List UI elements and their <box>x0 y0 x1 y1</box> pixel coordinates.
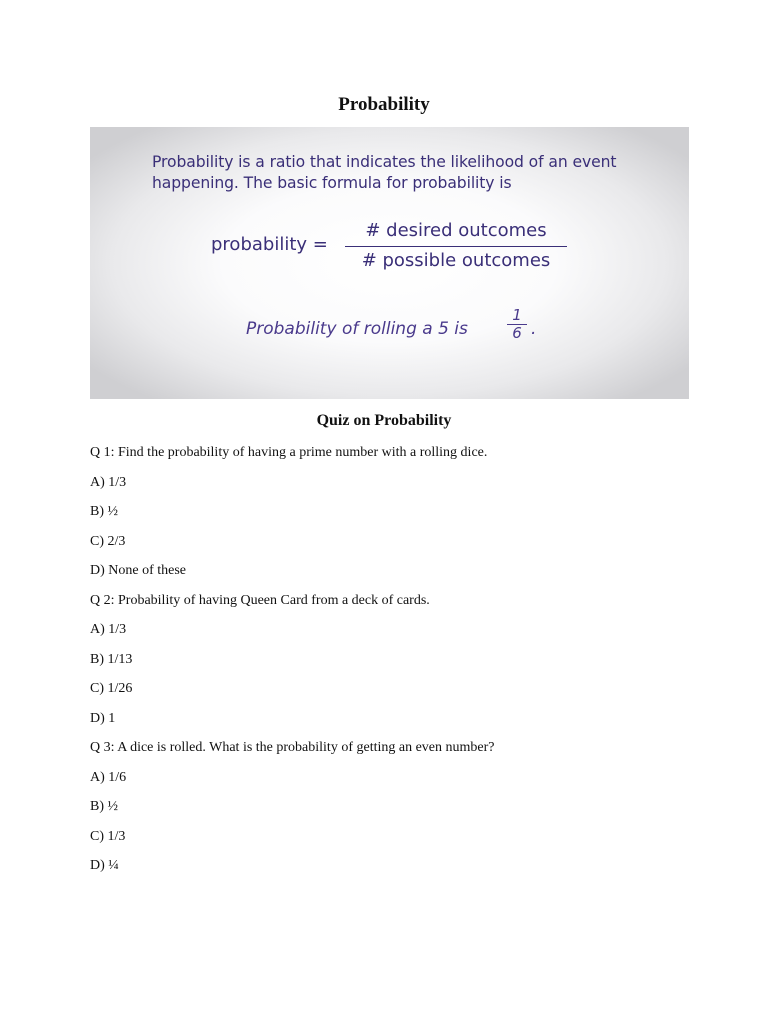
question-2: Q 2: Probability of having Queen Card from a deck of cards. <box>90 592 430 608</box>
formula-label: probability = <box>211 234 328 255</box>
quiz-list <box>90 444 710 887</box>
question-2-option-d: D) 1 <box>90 710 116 726</box>
question-2-option-b: B) 1/13 <box>90 651 133 667</box>
formula-fraction <box>345 219 567 273</box>
rolling-example-period: . <box>531 319 537 339</box>
figure-intro-text: Probability is a ratio that indicates the likelihood of an event happening. The basic formula for probability is <box>152 153 617 192</box>
question-2-option-a: A) 1/3 <box>90 622 127 637</box>
question-3-option-a: A) 1/6 <box>90 769 127 785</box>
rolling-example-text: Probability of rolling a 5 is <box>246 319 468 339</box>
formula-denominator: # possible outcomes <box>361 250 551 271</box>
question-3: Q 3: A dice is rolled. What is the probability of getting an even number? <box>90 740 495 755</box>
rolling-fraction-numerator: 1 <box>507 307 527 325</box>
probability-formula <box>211 219 631 275</box>
formula-numerator: # desired outcomes <box>345 219 567 247</box>
question-1-option-b: B) ½ <box>90 504 118 519</box>
question-3-option-d: D) ¼ <box>90 858 119 873</box>
question-3-option-b: B) ½ <box>90 799 118 814</box>
rolling-fraction-denominator: 6 <box>512 324 522 342</box>
question-2-option-c: C) 1/26 <box>90 681 133 696</box>
question-1-option-d: D) None of these <box>90 563 187 578</box>
rolling-example <box>246 307 566 357</box>
question-1: Q 1: Find the probability of having a prime number with a rolling dice. <box>90 445 488 460</box>
question-1-option-c: C) 2/3 <box>90 533 126 549</box>
rolling-example-fraction <box>507 307 527 342</box>
probability-definition-figure <box>90 127 689 399</box>
quiz-title: Quiz on Probability <box>316 412 452 429</box>
question-3-option-c: C) 1/3 <box>90 828 126 844</box>
page-title: Probability <box>338 94 430 115</box>
question-1-option-a: A) 1/3 <box>90 474 127 490</box>
